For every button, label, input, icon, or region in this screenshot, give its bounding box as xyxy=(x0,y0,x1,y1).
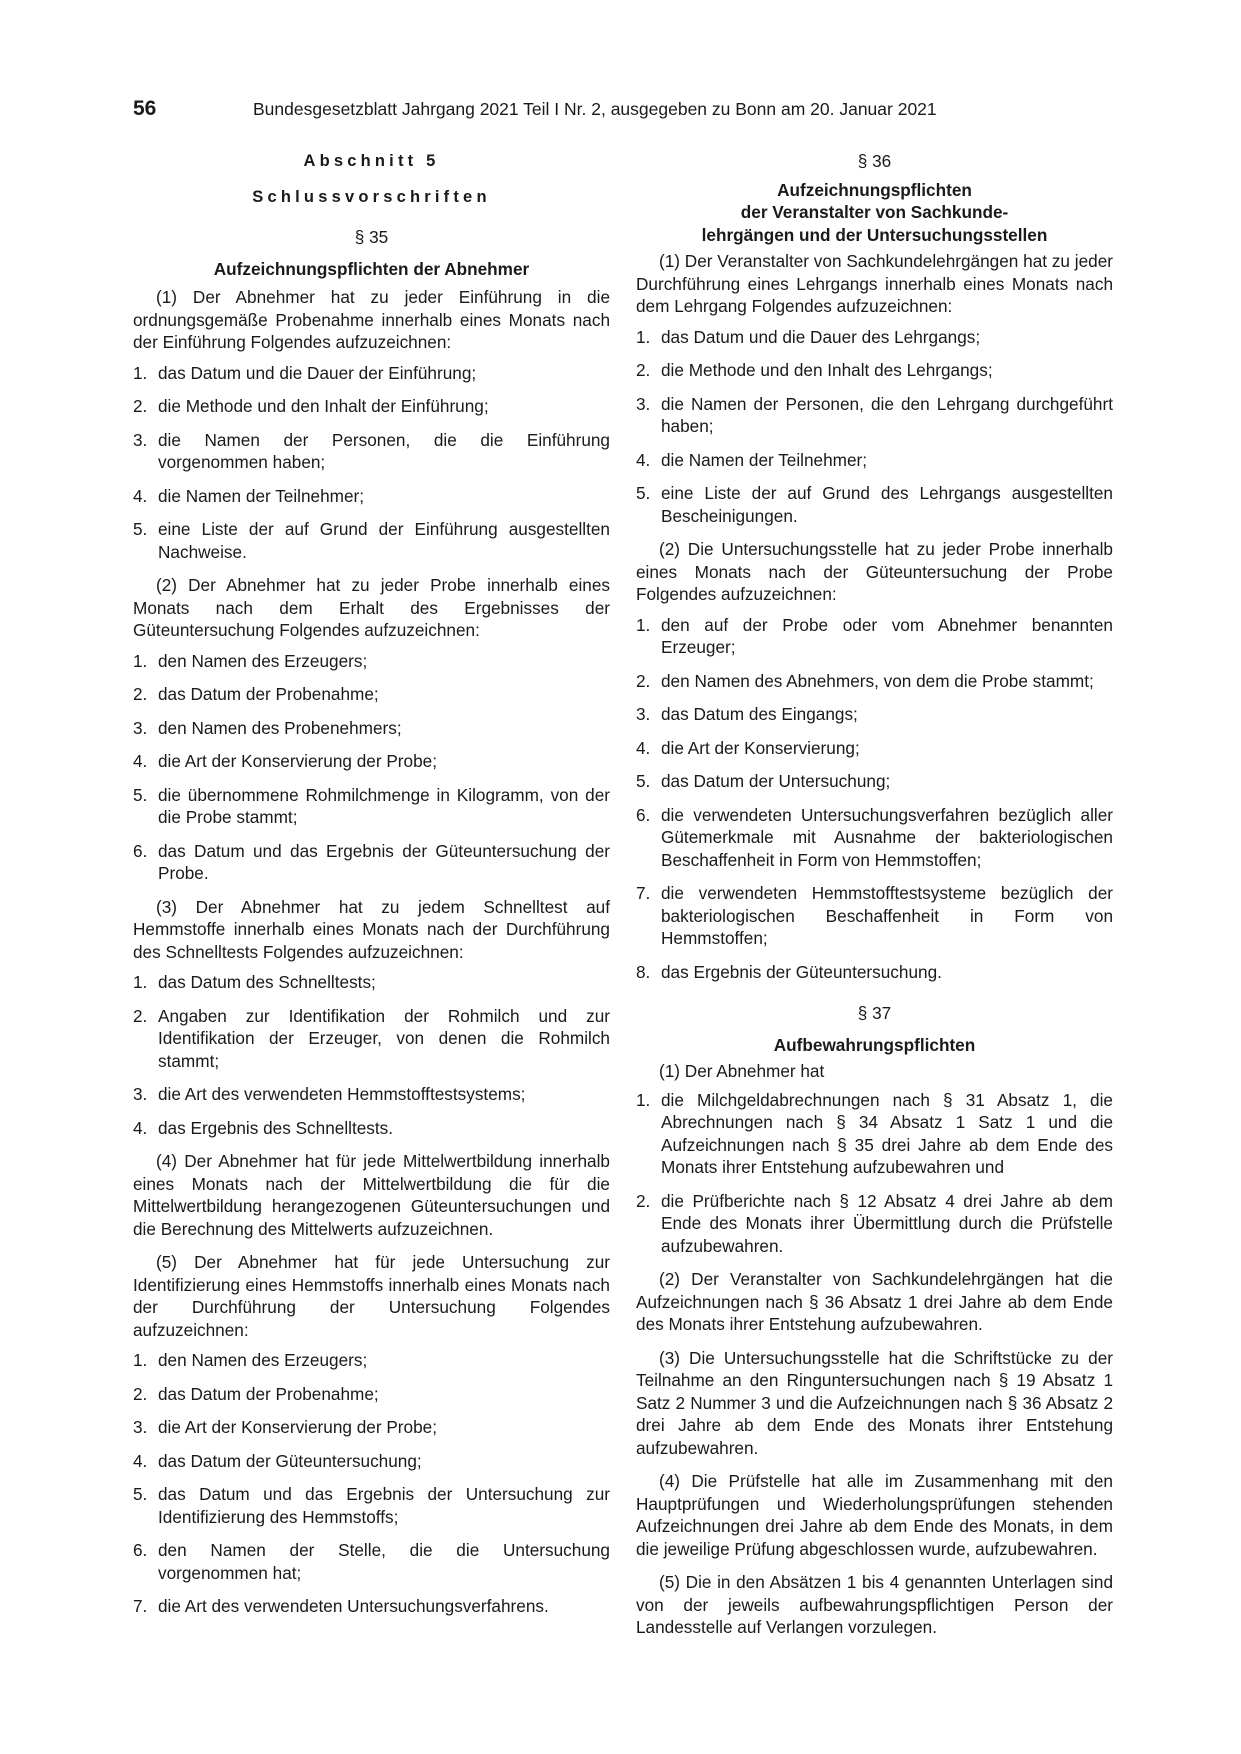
right-column xyxy=(636,150,1113,1647)
p35-abs4: (4) Der Abnehmer hat für jede Mittelwertbildung innerhalb eines Monats nach der Mittelwertbildung die für die Mittelwertbildung herangezogenen Güteuntersuchungen und die Berechnung des Mittelwerts aufzuzeichnen. xyxy=(133,1151,610,1239)
list-item: 6. das Datum und das Ergebnis der Güteuntersuchung der Probe. xyxy=(133,840,610,883)
p37-abs2: (2) Der Veranstalter von Sachkundelehrgängen hat die Aufzeichnungen nach § 36 Absatz 1 drei Jahre ab dem Ende des Monats ihrer Entstehung aufzubewahren. xyxy=(636,1269,1113,1334)
list-item: 5. eine Liste der auf Grund der Einführung ausgestellten Nachweise. xyxy=(133,519,610,562)
section-heading: Abschnitt 5 xyxy=(303,152,440,170)
p35-abs5: (5) Der Abnehmer hat für jede Untersuchung zur Identifizierung eines Hemmstoffs innerhalb eines Monats nach der Durchführung der Untersuchung Folgendes aufzuzeichnen: xyxy=(133,1252,610,1340)
list-item: 6. die verwendeten Untersuchungsverfahren bezüglich aller Gütemerkmale mit Ausnahme der bakteriologischen Beschaffenheit in Form von Hemmstoffen; xyxy=(636,804,1113,870)
list-item: 4. die Namen der Teilnehmer; xyxy=(133,485,365,506)
list-item: 2. die Prüfberichte nach § 12 Absatz 4 drei Jahre ab dem Ende des Monats ihrer Übermittlung durch die Prüfstelle aufzubewahren. xyxy=(636,1190,1113,1256)
list-item: 3. die Namen der Personen, die die Einführung vorgenommen haben; xyxy=(133,429,610,472)
paragraph-title-37: Aufbewahrungspflichten xyxy=(773,1034,976,1055)
p35-abs1: (1) Der Abnehmer hat zu jeder Einführung in die ordnungsgemäße Probenahme innerhalb eines Monats nach der Einführung Folgendes aufzuzeichnen: xyxy=(133,287,610,352)
p35-abs3: (3) Der Abnehmer hat zu jedem Schnelltest auf Hemmstoffe innerhalb eines Monats nach der Durchführung des Schnelltests Folgendes aufzuzeichnen: xyxy=(133,896,610,962)
p37-abs1: (1) Der Abnehmer hat xyxy=(659,1061,825,1081)
list-item: 1. das Datum und die Dauer des Lehrgangs; xyxy=(636,326,981,347)
running-title: Bundesgesetzblatt Jahrgang 2021 Teil I Nr. 2, ausgegeben zu Bonn am 20. Januar 2021 xyxy=(253,99,937,119)
list-item: 2. die Methode und den Inhalt des Lehrgangs; xyxy=(636,360,993,380)
list-item: 1. den Namen des Erzeugers; xyxy=(133,1350,368,1370)
section-subheading: Schlussvorschriften xyxy=(252,187,491,206)
list-item: 1. den auf der Probe oder vom Abnehmer benannten Erzeuger; xyxy=(636,614,1113,657)
p36-list1 xyxy=(636,326,1113,528)
list-item: 3. die Art der Konservierung der Probe; xyxy=(133,1417,437,1437)
p36-abs1: (1) Der Veranstalter von Sachkundelehrgängen hat zu jeder Durchführung eines Lehrgangs innerhalb eines Monats nach dem Lehrgang Folgendes aufzuzeichnen: xyxy=(636,251,1113,316)
list-item: 1. das Datum und die Dauer der Einführung; xyxy=(133,362,477,383)
left-column xyxy=(133,150,610,1629)
paragraph-number-36: § 36 xyxy=(857,151,892,171)
p35-list1 xyxy=(133,362,610,564)
list-item: 5. eine Liste der auf Grund des Lehrgangs ausgestellten Bescheinigungen. xyxy=(636,483,1113,526)
list-item: 8. das Ergebnis der Güteuntersuchung. xyxy=(636,961,942,982)
list-item: 6. den Namen der Stelle, die die Untersuchung vorgenommen hat; xyxy=(133,1540,610,1583)
p37-abs5: (5) Die in den Absätzen 1 bis 4 genannten Unterlagen sind von der jeweils aufbewahrungspflichtigen Person der Landesstelle auf Verlangen vorzulegen. xyxy=(636,1572,1113,1637)
list-item: 3. den Namen des Probenehmers; xyxy=(133,717,402,738)
list-item: 7. die verwendeten Hemmstofftestsysteme bezüglich der bakteriologischen Beschaffenheit in Form von Hemmstoffen; xyxy=(636,883,1113,948)
list-item: 5. die übernommene Rohmilchmenge in Kilogramm, von der die Probe stammt; xyxy=(133,784,610,827)
list-item: 1. das Datum des Schnelltests; xyxy=(133,972,376,992)
paragraph-number-35: § 35 xyxy=(354,227,389,247)
paragraph-title-36-line2: der Veranstalter von Sachkunde- xyxy=(740,202,1009,222)
list-item: 1. den Namen des Erzeugers; xyxy=(133,650,368,671)
list-item: 4. die Art der Konservierung der Probe; xyxy=(133,751,437,771)
list-item: 3. das Datum des Eingangs; xyxy=(636,704,858,724)
list-item: 4. die Art der Konservierung; xyxy=(636,737,860,758)
list-item: 4. das Datum der Güteuntersuchung; xyxy=(133,1450,422,1471)
p37-abs4: (4) Die Prüfstelle hat alle im Zusammenhang mit den Hauptprüfungen und Wiederholungsprüfungen stehenden Aufzeichnungen drei Jahre ab dem Ende des Monats, in dem die jeweilige Prüfung abgeschlossen wurde, aufzubewahren. xyxy=(636,1471,1113,1559)
list-item: 5. das Datum der Untersuchung; xyxy=(636,771,891,791)
paragraph-number-37: § 37 xyxy=(857,1003,892,1023)
list-item: 2. den Namen des Abnehmers, von dem die Probe stammt; xyxy=(636,670,1094,691)
list-item: 2. das Datum der Probenahme; xyxy=(133,1383,379,1404)
list-item: 3. die Art des verwendeten Hemmstofftestsystems; xyxy=(133,1084,526,1104)
list-item: 1. die Milchgeldabrechnungen nach § 31 Absatz 1, die Abrechnungen nach § 34 Absatz 1 Satz 1 und die Aufzeichnungen nach § 35 drei Jahre ab dem Ende des Monats ihrer Entstehung aufzubewahren und xyxy=(636,1089,1113,1177)
p35-list3 xyxy=(133,971,610,1139)
list-item: 4. die Namen der Teilnehmer; xyxy=(636,449,868,470)
p36-list2 xyxy=(636,614,1113,984)
list-item: 5. das Datum und das Ergebnis der Untersuchung zur Identifizierung des Hemmstoffs; xyxy=(133,1484,610,1527)
list-item: 2. das Datum der Probenahme; xyxy=(133,684,379,704)
paragraph-title-36-line1: Aufzeichnungspflichten xyxy=(777,179,972,200)
p35-list2 xyxy=(133,650,610,885)
list-item: 2. Angaben zur Identifikation der Rohmilch und zur Identifikation der Erzeuger, von denen die Rohmilch stammt; xyxy=(133,1005,610,1071)
p37-abs3: (3) Die Untersuchungsstelle hat die Schriftstücke zu der Teilnahme an den Ringuntersuchungen nach § 19 Absatz 1 Satz 2 Nummer 3 und die Aufzeichnungen nach § 36 Absatz 2 drei Jahre ab dem Ende des Monats ihrer Entstehung aufzubewahren. xyxy=(636,1347,1113,1458)
list-item: 2. die Methode und den Inhalt der Einführung; xyxy=(133,396,489,416)
p35-abs2: (2) Der Abnehmer hat zu jeder Probe innerhalb eines Monats nach dem Erhalt des Ergebnisses der Güteuntersuchung Folgendes aufzuzeichnen: xyxy=(133,575,610,640)
list-item: 7. die Art des verwendeten Untersuchungsverfahrens. xyxy=(133,1596,549,1616)
list-item: 3. die Namen der Personen, die den Lehrgang durchgeführt haben; xyxy=(636,393,1113,436)
list-item: 4. das Ergebnis des Schnelltests. xyxy=(133,1117,394,1138)
p36-abs2: (2) Die Untersuchungsstelle hat zu jeder Probe innerhalb eines Monats nach der Güteuntersuchung der Probe Folgendes aufzuzeichnen: xyxy=(636,539,1113,604)
p37-list1 xyxy=(636,1089,1113,1258)
paragraph-title-35: Aufzeichnungspflichten der Abnehmer xyxy=(213,258,530,279)
page-number: 56 xyxy=(133,97,157,120)
page-header xyxy=(133,97,1113,127)
p35-list5 xyxy=(133,1349,610,1618)
paragraph-title-36-line3: lehrgängen und der Untersuchungsstellen xyxy=(701,224,1048,245)
